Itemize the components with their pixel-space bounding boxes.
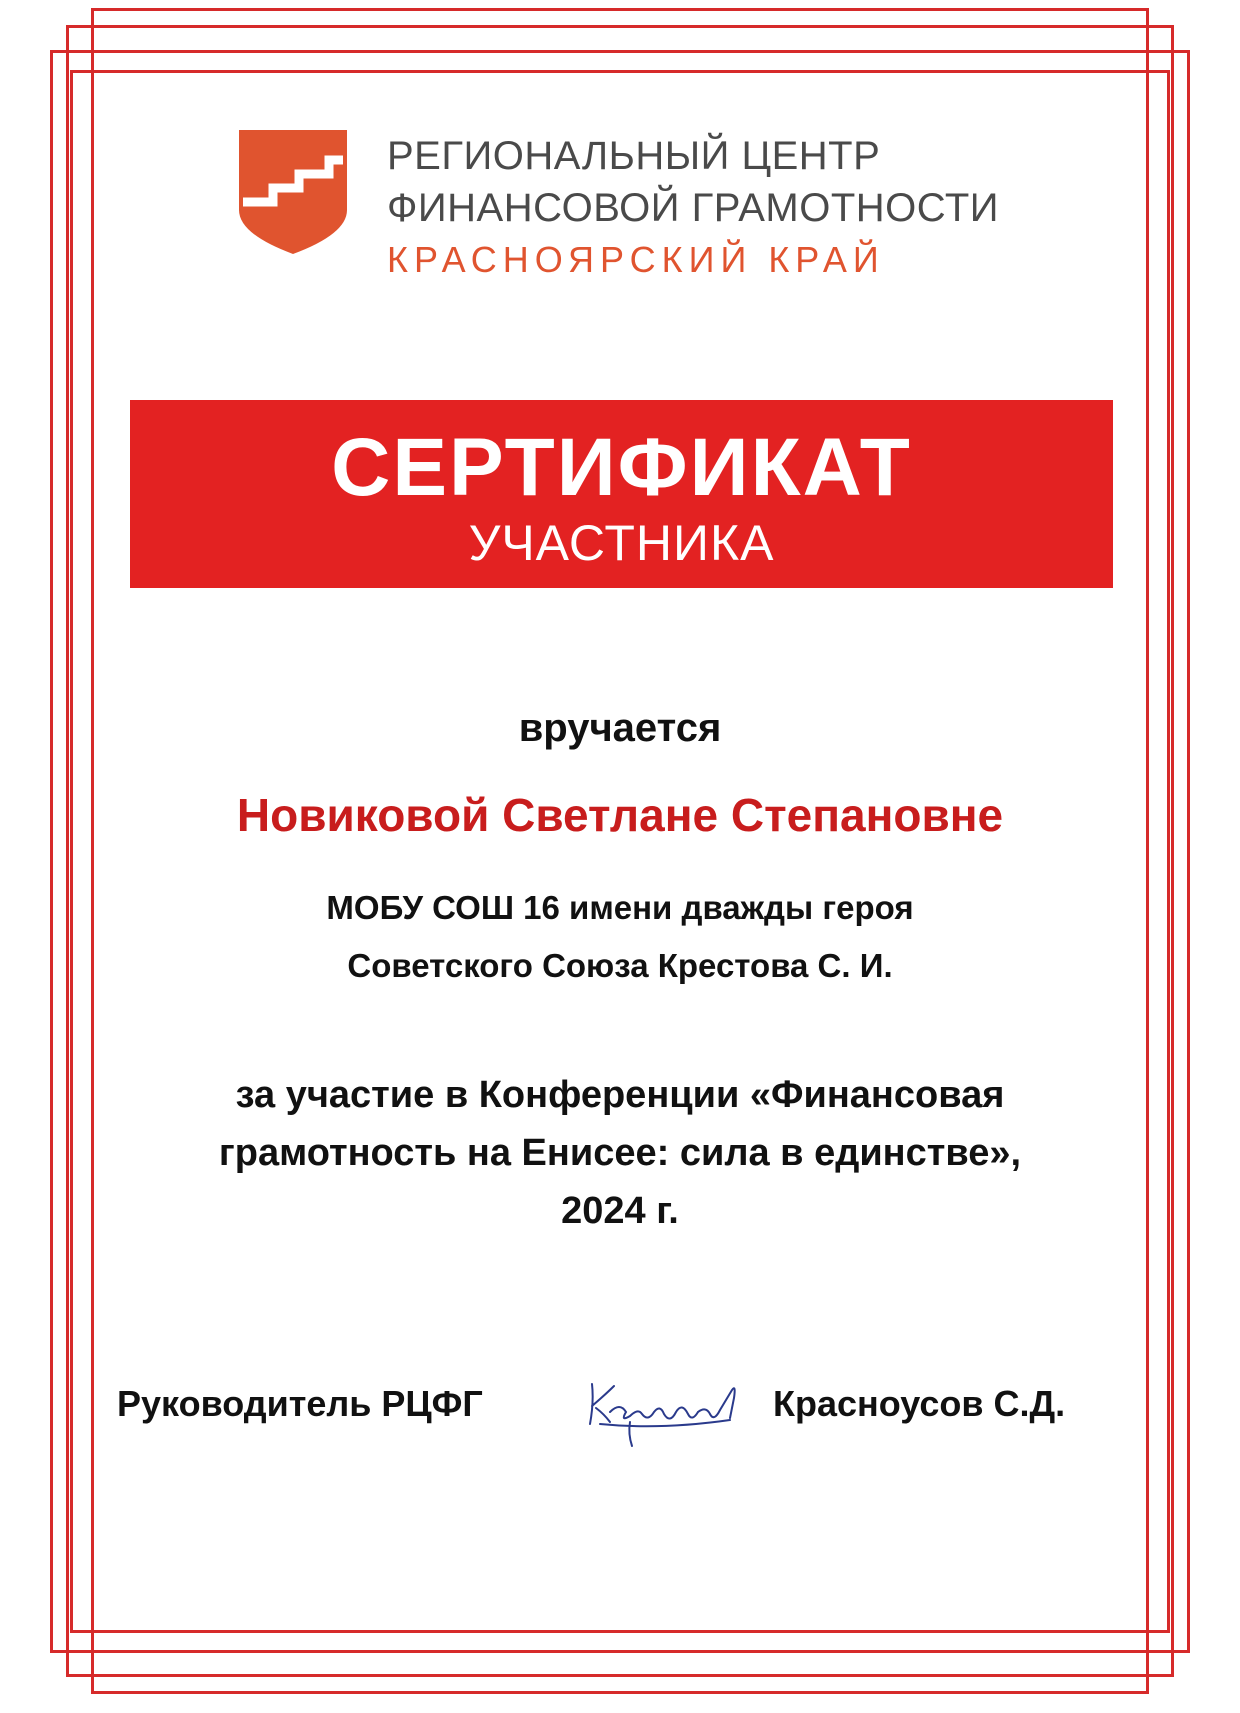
logo-text <box>387 130 999 286</box>
certificate-banner <box>130 400 1113 588</box>
organization-logo <box>239 130 1059 280</box>
certificate-title: СЕРТИФИКАТ <box>331 422 912 513</box>
signer-name: Красноусов С.Д. <box>773 1383 1066 1424</box>
reason-line-2: грамотность на Енисее: сила в единстве», <box>218 1132 1022 1174</box>
recipient-name: Новиковой Светлане Степановне <box>236 789 1004 841</box>
organization-line-2: Советского Союза Крестова С. И. <box>347 947 893 984</box>
presented-to-label: вручается <box>518 706 722 750</box>
award-reason <box>100 1066 1140 1240</box>
signer-position: Руководитель РЦФГ <box>117 1383 483 1424</box>
logo-line-2: ФИНАНСОВОЙ ГРАМОТНОСТИ <box>387 186 1000 230</box>
reason-line-1: за участие в Конференции «Финансовая <box>235 1074 1005 1116</box>
logo-region: КРАСНОЯРСКИЙ КРАЙ <box>387 239 885 280</box>
certificate-subtitle: УЧАСТНИКА <box>468 515 775 571</box>
reason-line-3: 2024 г. <box>561 1190 679 1232</box>
shield-stairs-icon <box>239 130 347 256</box>
handwritten-signature <box>580 1372 750 1452</box>
logo-line-1: РЕГИОНАЛЬНЫЙ ЦЕНТР <box>387 134 881 178</box>
organization-name <box>100 879 1140 995</box>
organization-line-1: МОБУ СОШ 16 имени дважды героя <box>326 889 914 926</box>
